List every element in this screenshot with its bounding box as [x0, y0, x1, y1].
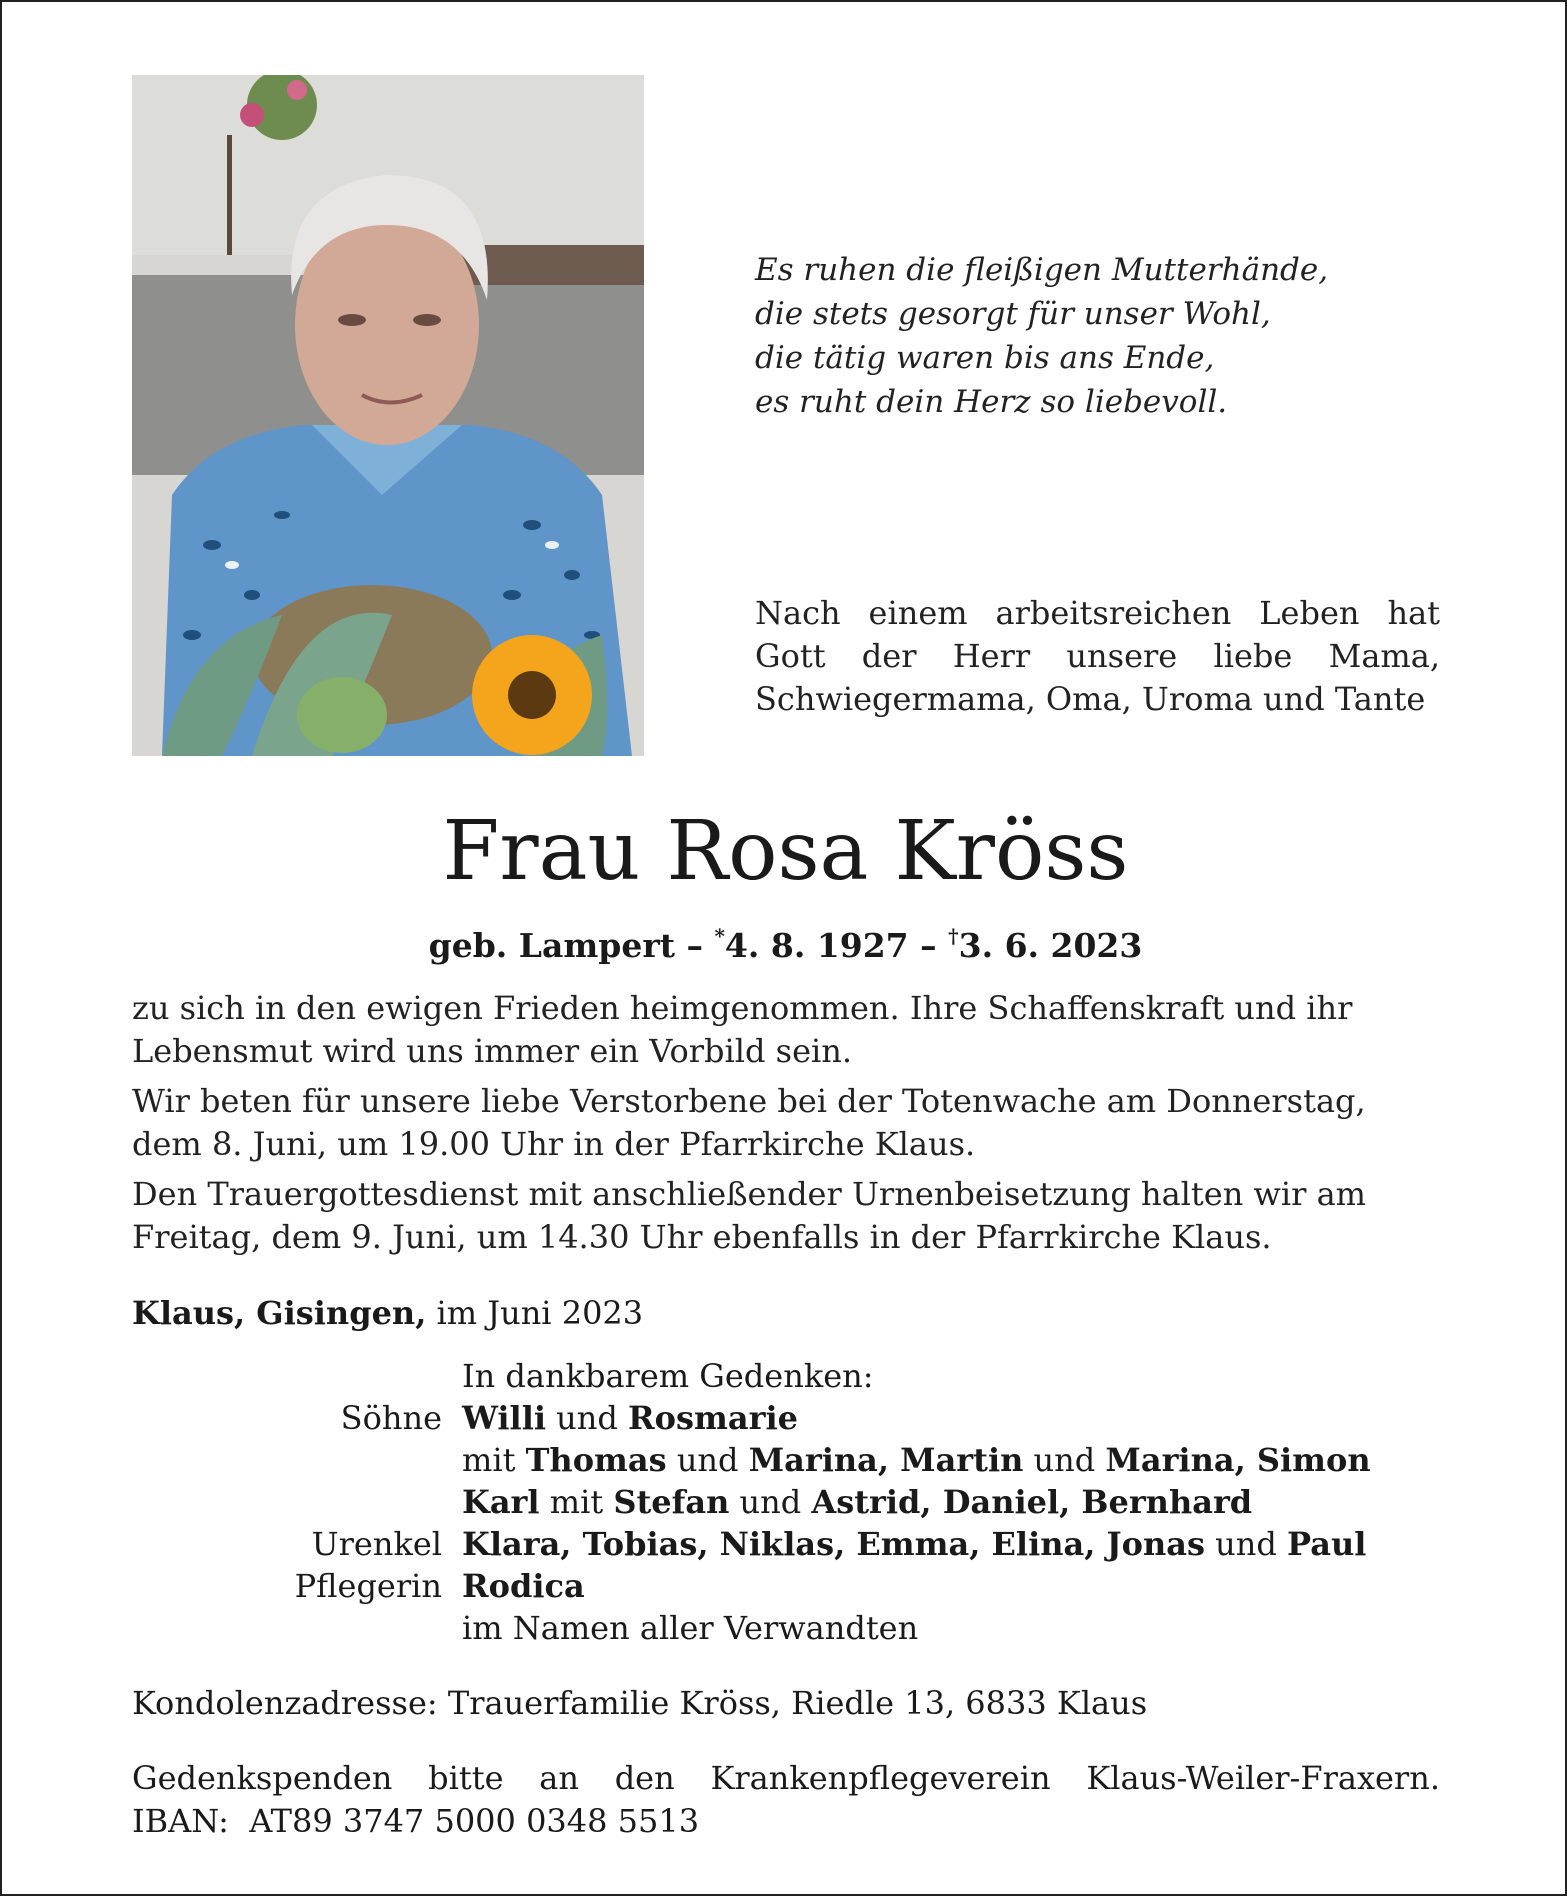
mourner-label: Söhne: [340, 1399, 442, 1437]
body-paragraph: zu sich in den ewigen Frieden heimgenommen. Ihre Schaffenskraft und ihr Lebensmut wird uns immer ein Vorbild sein.: [132, 989, 1353, 1070]
death-symbol: †: [948, 924, 959, 948]
mourners-intro: In dankbarem Gedenken:: [462, 1357, 874, 1395]
death-date: 3. 6. 2023: [958, 926, 1143, 965]
body-paragraph: Den Trauergottesdienst mit anschließender Urnenbeisetzung halten wir am Freitag, dem 9. Juni, um 14.30 Uhr ebenfalls in der Pfarrkirche Klaus.: [132, 1175, 1366, 1256]
condolence-address: Kondolenzadresse: Trauerfamilie Kröss, Riedle 13, 6833 Klaus: [132, 1684, 1148, 1722]
mourner-line: Karl mit Stefan und Astrid, Daniel, Bernhard: [462, 1483, 1253, 1521]
place-location: Klaus, Gisingen,: [132, 1294, 427, 1332]
donation-line: Gedenkspenden bitte an den Krankenpflegeverein Klaus-Weiler-Fraxern.: [132, 1759, 1440, 1797]
place-date: [132, 1292, 643, 1335]
poem-line: die tätig waren bis ans Ende,: [755, 340, 1215, 376]
poem-line: es ruht dein Herz so liebevoll.: [755, 384, 1228, 420]
portrait-photo: [132, 75, 644, 756]
mourners-closing: im Namen aller Verwandten: [462, 1609, 919, 1647]
mourner-line: mit Thomas und Marina, Martin und Marina, Simon: [462, 1441, 1371, 1479]
mourner-label: Pflegerin: [294, 1567, 442, 1605]
place-month: im Juni 2023: [436, 1294, 644, 1332]
donation-info: [132, 1757, 1440, 1843]
poem-line: die stets gesorgt für unser Wohl,: [755, 296, 1271, 332]
mourner-label: Urenkel: [311, 1525, 442, 1563]
maiden-name: geb. Lampert: [428, 926, 675, 965]
birth-date: 4. 8. 1927: [724, 926, 909, 965]
life-dates: geb. Lampert – *4. 8. 1927 – †3. 6. 2023: [428, 924, 1143, 965]
mourner-row-sons: Söhne Willi und Rosmarie: [132, 1397, 1440, 1439]
poem: [755, 248, 1328, 424]
intro-text: Nach einem arbeitsreichen Leben hat Gott der Herr unsere liebe Mama, Schwiegermama, Oma, Uroma und Tante: [755, 594, 1440, 718]
body-paragraph: Wir beten für unsere liebe Verstorbene bei der Totenwache am Donnerstag, dem 8. Juni, um 19.00 Uhr in der Pfarrkirche Klaus.: [132, 1082, 1366, 1163]
poem-line: Es ruhen die fleißigen Mutterhände,: [755, 252, 1329, 288]
photo-sunflower: [472, 635, 592, 755]
birth-symbol: *: [714, 924, 725, 948]
iban: IBAN: AT89 3747 5000 0348 5513: [132, 1802, 700, 1840]
mourner-row-carer: Pflegerin Rodica: [132, 1565, 1440, 1607]
deceased-name: Frau Rosa Kröss: [442, 804, 1129, 899]
mourners: [132, 1355, 1440, 1649]
mourner-row-greatgrandchildren: Urenkel Klara, Tobias, Niklas, Emma, Elina, Jonas und Paul: [132, 1523, 1440, 1565]
body-text: [132, 987, 1440, 1266]
